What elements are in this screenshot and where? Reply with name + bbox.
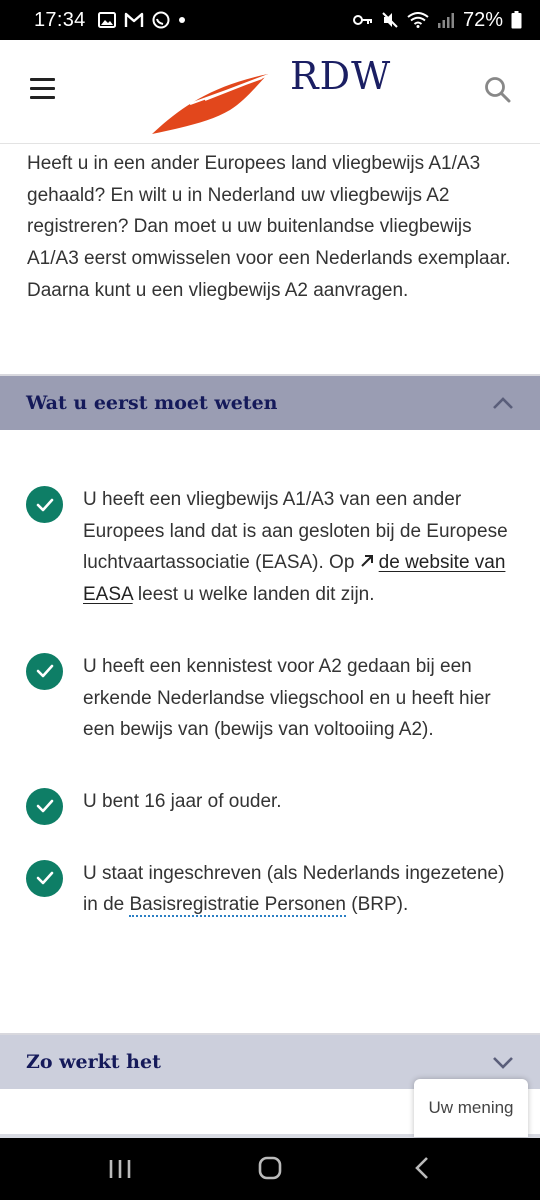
home-icon[interactable] [258,1156,282,1180]
brp-link[interactable]: Basisregistratie Personen [129,894,346,916]
whatsapp-icon [152,11,170,29]
external-link-icon [360,554,374,568]
feedback-button[interactable]: Uw mening [414,1079,528,1137]
accordion-title: Zo werkt het [26,1051,161,1073]
requirements-list [26,484,516,921]
hamburger-line [30,96,55,99]
rdw-logo-wing-icon [150,48,280,138]
hamburger-line [30,87,55,90]
accordion-wat-u-eerst-moet-weten[interactable] [0,374,540,430]
gmail-icon [124,12,144,28]
list-item [26,651,516,746]
signal-icon [437,12,455,28]
search-icon [484,76,512,104]
list-item-text: U staat ingeschreven (als Nederlands ingezetene) in de [83,862,505,916]
site-header [0,40,540,144]
gallery-icon [98,12,116,28]
chevron-up-icon [492,396,514,410]
key-icon [353,13,373,27]
hamburger-icon [30,78,55,81]
check-icon [26,788,63,825]
chevron-down-icon [492,1055,514,1069]
list-item-text: U bent 16 jaar of ouder. [83,790,282,812]
check-icon [26,860,63,897]
search-button[interactable] [484,76,512,104]
system-nav-bar [0,1138,540,1200]
back-icon[interactable] [414,1156,430,1180]
battery-icon [511,11,522,29]
list-item-text: U heeft een kennistest voor A2 gedaan bij een erkende Nederlandse vliegschool en u heeft hier een bewijs van (bewijs van voltooiing A2). [83,655,491,741]
check-icon [26,486,63,523]
recent-apps-icon[interactable] [108,1158,132,1180]
status-time: 17:34 [34,8,86,31]
rdw-logo-text: RDW [290,54,392,98]
list-item-text: (BRP). [345,894,409,916]
battery-percentage: 72% [462,8,503,31]
list-item [26,786,516,818]
check-icon [26,653,63,690]
list-item [26,858,516,921]
hamburger-menu-button[interactable] [30,78,58,102]
list-item-text: U heeft een vliegbewijs A1/A3 van een ander Europees land dat is aan gesloten bij de Europese luchtvaartassociatie (EASA). Op [83,489,508,574]
intro-paragraph: Heeft u in een ander Europees land vliegbewijs A1/A3 gehaald? En wilt u in Nederland uw vliegbewijs A2 registreren? Dan moet u uw buitenlandse vliegbewijs A1/A3 eerst omwisselen voor een Nederlands exemplaar. Daarna kunt u een vliegbewijs A2 aanvragen. [27,153,511,301]
easa-website-link[interactable]: de website van EASA [83,552,506,606]
dot-icon [178,16,186,24]
status-bar [0,0,540,40]
wifi-icon [407,12,429,28]
list-item-text: leest u welke landen dit zijn. [132,584,375,606]
list-item [26,484,516,611]
mute-icon [381,11,399,29]
accordion-title: Wat u eerst moet weten [26,392,278,414]
rdw-logo[interactable] [150,48,390,138]
